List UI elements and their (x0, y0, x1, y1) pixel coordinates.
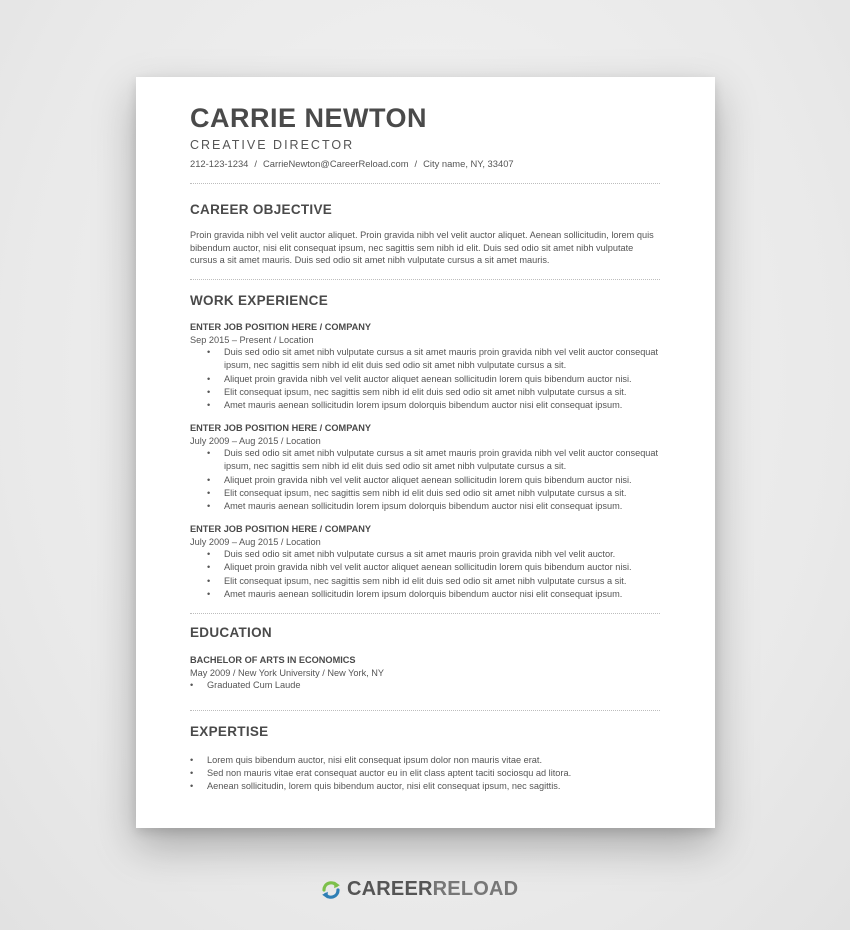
list-item: • Duis sed odio sit amet nibh vulputate cursus a sit amet mauris proin gravida nibh vel velit auctor consequat ipsum, nec sagittis sem nibh id elit duis sed odio sit amet nibh vulputate cursus a sit. (190, 447, 660, 473)
job-bullets (190, 548, 660, 601)
logo-part-reload: RELOAD (432, 878, 519, 900)
expertise-entry (190, 754, 660, 794)
list-item: • Sed non mauris vitae erat consequat auctor eu in elit class aptent taciti sociosqu ad litora. (190, 767, 660, 780)
contact-line (190, 158, 514, 169)
education-heading: EDUCATION (190, 625, 272, 640)
objective-heading: CAREER OBJECTIVE (190, 202, 333, 217)
divider (190, 613, 660, 614)
experience-heading: WORK EXPERIENCE (190, 293, 329, 308)
divider (190, 183, 660, 184)
expertise-heading: EXPERTISE (190, 724, 269, 739)
list-item: • Amet mauris aenean sollicitudin lorem ipsum dolorquis bibendum auctor nisi elit consequat ipsum. (190, 500, 660, 513)
job-dates: Sep 2015 – Present / Location (190, 334, 314, 345)
candidate-name: CARRIE NEWTON (190, 103, 428, 133)
list-item: • Amet mauris aenean sollicitudin lorem ipsum dolorquis bibendum auctor nisi elit consequat ipsum. (190, 588, 660, 601)
job-bullets (190, 447, 660, 513)
expertise-bullets (190, 754, 660, 794)
list-item: • Elit consequat ipsum, nec sagittis sem nibh id elit duis sed odio sit amet nibh vulputate cursus a sit. (190, 487, 660, 500)
contact-separator: / (254, 158, 257, 169)
job-entry (190, 523, 660, 601)
job-position: ENTER JOB POSITION HERE / COMPANY (190, 524, 372, 534)
list-item: • Elit consequat ipsum, nec sagittis sem nibh id elit duis sed odio sit amet nibh vulputate cursus a sit. (190, 386, 660, 399)
education-entry (190, 654, 660, 692)
phone-number: 212-123-1234 (190, 158, 249, 169)
education-bullets (190, 679, 660, 692)
list-item: • Aliquet proin gravida nibh vel velit auctor aliquet aenean sollicitudin lorem quis bibendum auctor nisi. (190, 373, 660, 386)
location: City name, NY, 33407 (423, 158, 514, 169)
degree: BACHELOR OF ARTS IN ECONOMICS (190, 655, 356, 665)
job-entry (190, 321, 660, 412)
job-position: ENTER JOB POSITION HERE / COMPANY (190, 322, 372, 332)
job-dates: July 2009 – Aug 2015 / Location (190, 536, 321, 547)
candidate-title: CREATIVE DIRECTOR (190, 138, 355, 152)
contact-separator: / (414, 158, 418, 169)
job-dates: July 2009 – Aug 2015 / Location (190, 435, 321, 446)
logo-part-career: CAREER (347, 878, 433, 900)
job-bullets (190, 346, 660, 412)
list-item: • Elit consequat ipsum, nec sagittis sem nibh id elit duis sed odio sit amet nibh vulputate cursus a sit. (190, 575, 660, 588)
job-entry (190, 422, 660, 513)
list-item: • Lorem quis bibendum auctor, nisi elit consequat ipsum dolor non mauris vitae erat. (190, 754, 660, 767)
job-position: ENTER JOB POSITION HERE / COMPANY (190, 423, 372, 433)
email-address: CarrieNewton@CareerReload.com (263, 158, 409, 169)
refresh-arrows-icon (320, 879, 342, 901)
list-item: • Graduated Cum Laude (190, 679, 660, 692)
objective-text: Proin gravida nibh vel velit auctor aliquet. Proin gravida nibh vel velit auctor aliquet. Aenean sollicitudin, lorem quis bibendum auctor, nisi elit consequat ipsum, nec sagittis sem nibh id elit. Duis sed odio sit amet nibh vulputate cursus a sit amet mauris. Duis sed odio sit amet nibh vulputate cursus a sit amet mauris. (190, 230, 654, 266)
list-item: • Amet mauris aenean sollicitudin lorem ipsum dolorquis bibendum auctor nisi elit consequat ipsum. (190, 399, 660, 412)
list-item: • Aenean sollicitudin, lorem quis bibendum auctor, nisi elit consequat ipsum, nec sagittis. (190, 780, 660, 793)
list-item: • Duis sed odio sit amet nibh vulputate cursus a sit amet mauris proin gravida nibh vel velit auctor consequat ipsum, nec sagittis sem nibh id elit duis sed odio sit amet nibh vulputate cursus a sit. (190, 346, 660, 372)
divider (190, 279, 660, 280)
logo-wordmark (347, 878, 518, 901)
education-details: May 2009 / New York University / New York, NY (190, 667, 385, 678)
list-item: • Duis sed odio sit amet nibh vulputate cursus a sit amet mauris proin gravida nibh vel velit auctor. (190, 548, 660, 561)
resume-page (136, 77, 715, 828)
list-item: • Aliquet proin gravida nibh vel velit auctor aliquet aenean sollicitudin lorem quis bibendum auctor nisi. (190, 561, 660, 574)
divider (190, 710, 660, 711)
list-item: • Aliquet proin gravida nibh vel velit auctor aliquet aenean sollicitudin lorem quis bibendum auctor nisi. (190, 474, 660, 487)
